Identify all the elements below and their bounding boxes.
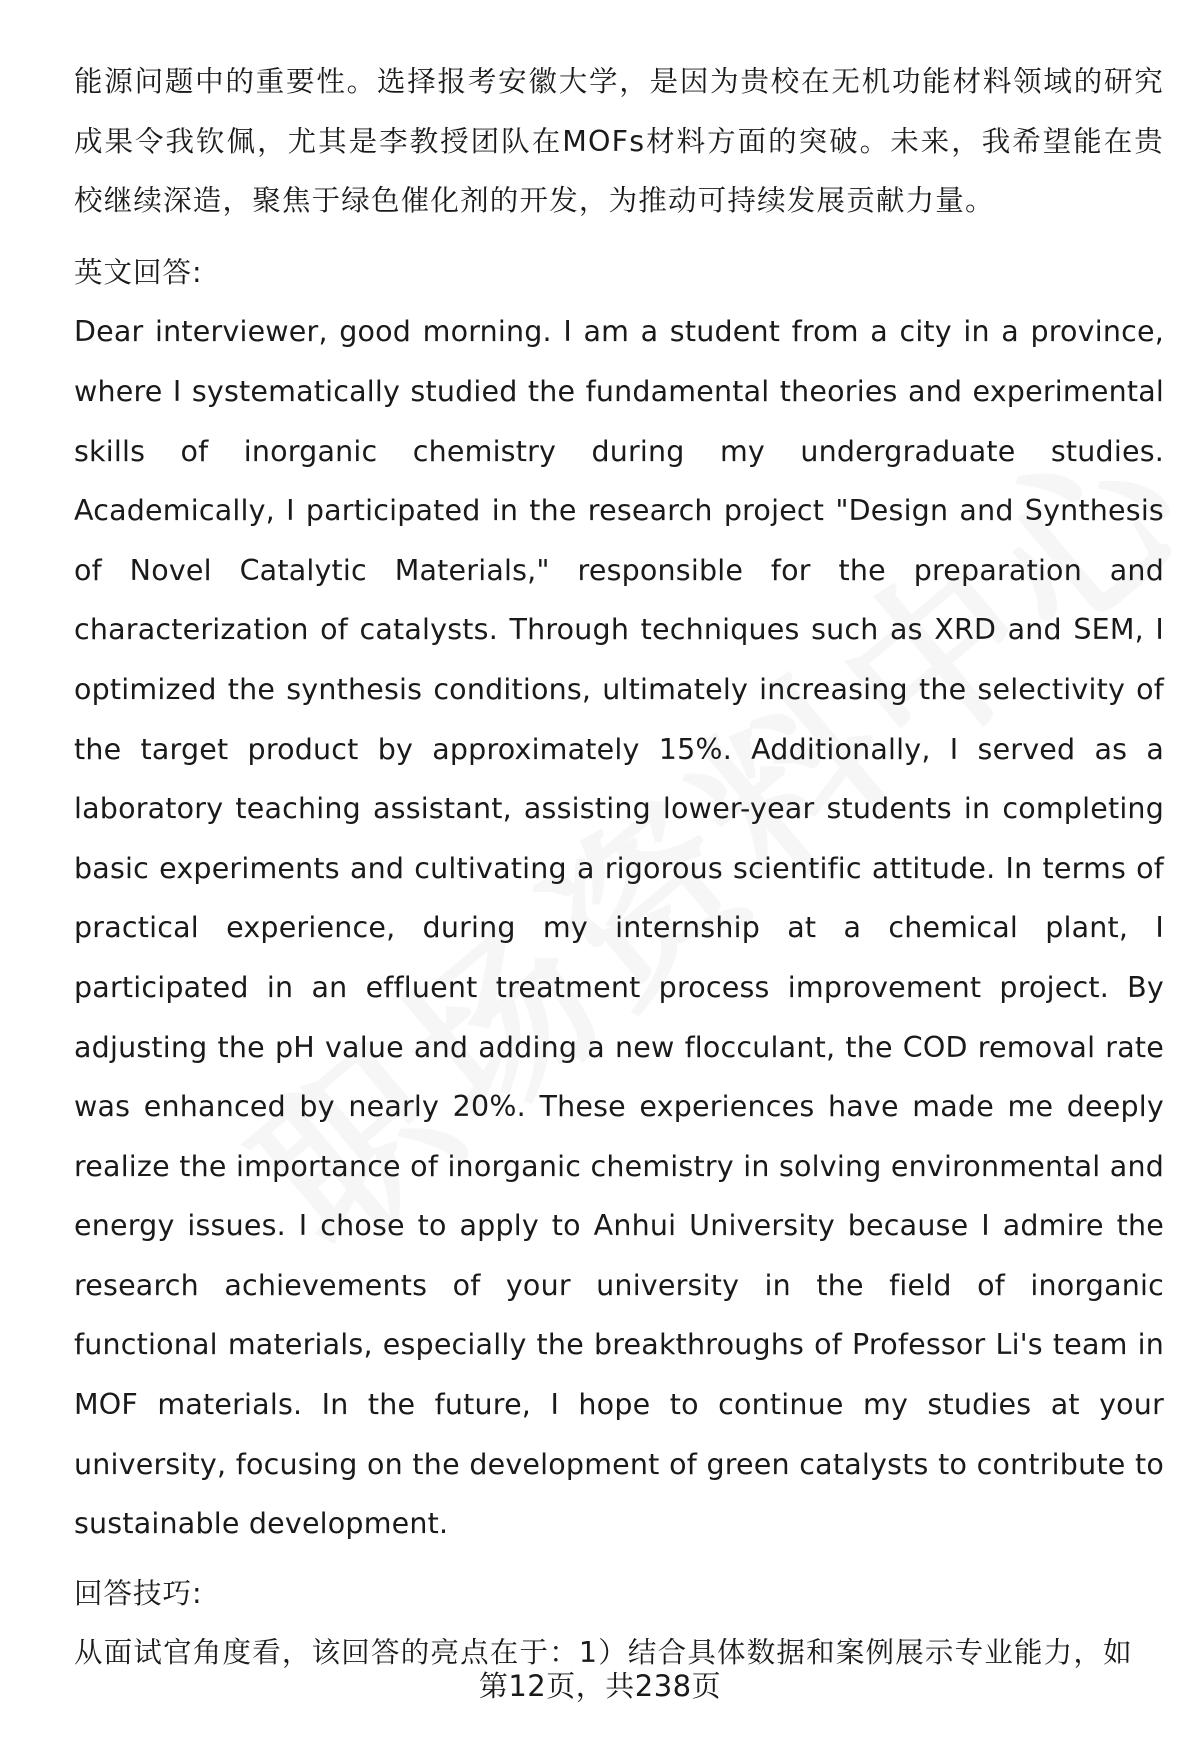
tips-paragraph: 从面试官角度看，该回答的亮点在于：1）结合具体数据和案例展示专业能力，如	[74, 1636, 1133, 1670]
english-answer-paragraph: Dear interviewer, good morning. I am a student from a city in a province, where I systematically studied the fundamental theories and experimental skills of inorganic chemistry during my undergraduate studies. Academically, I participated in the research project "Design and Synthesis of Novel Catalytic Materials," responsible for the preparation and characterization of catalysts. Through techniques such as XRD and SEM, I optimized the synthesis conditions, ultimately increasing the selectivity of the target product by approximately 15%. Additionally, I served as a laboratory teaching assistant, assisting lower-year students in completing basic experiments and cultivating a rigorous scientific attitude. In terms of practical experience, during my internship at a chemical plant, I participated in an effluent treatment process improvement project. By adjusting the pH value and adding a new flocculant, the COD removal rate was enhanced by nearly 20%. These experiences have made me deeply realize the importance of inorganic chemistry in solving environmental and energy issues. I chose to apply to Anhui University because I admire the research achievements of your university in the field of inorganic functional materials, especially the breakthroughs of Professor Li's team in MOF materials. In the future, I hope to continue my studies at your university, focusing on the development of green catalysts to contribute to sustainable development.	[74, 315, 1164, 1541]
intro-paragraph: 能源问题中的重要性。选择报考安徽大学，是因为贵校在无机功能材料领域的研究成果令我钦佩，尤其是李教授团队在MOFs材料方面的突破。未来，我希望能在贵校继续深造，聚焦于绿色催化剂的开发，为推动可持续发展贡献力量。	[74, 65, 1164, 218]
page-number-footer: 第12页，共238页	[478, 1669, 722, 1703]
tips-heading: 回答技巧:	[74, 1576, 203, 1610]
english-answer-heading: 英文回答:	[74, 255, 203, 289]
page-content	[74, 52, 1164, 1683]
